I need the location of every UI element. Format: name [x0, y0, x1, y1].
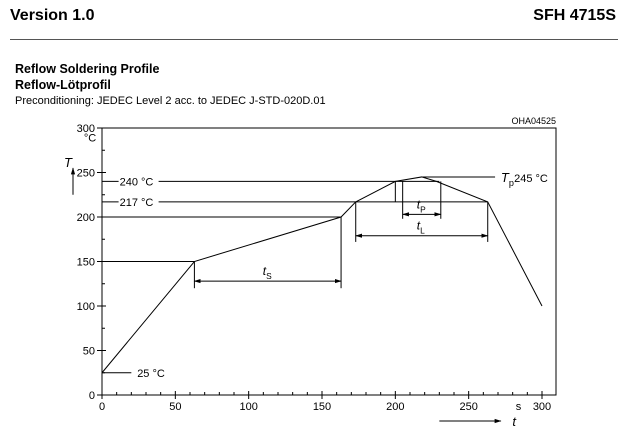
figure-code: OHA04525 — [511, 116, 556, 126]
y-axis-label: T — [64, 155, 72, 171]
interval-label-l: $t_L$ — [416, 218, 425, 236]
y-tick-label: 250 — [76, 167, 95, 180]
document-version: Version 1.0 — [10, 7, 95, 24]
interval-label-s: $t_S$ — [262, 264, 272, 282]
x-tick-label: 150 — [312, 401, 332, 413]
x-tick-label: 200 — [386, 401, 405, 413]
y-tick-label: 200 — [76, 212, 95, 224]
figure-note: Preconditioning: JEDEC Level 2 acc. to JEDEC J-STD-020D.01 — [15, 95, 326, 107]
x-unit-label: s — [515, 401, 522, 413]
y-tick-label: 150 — [76, 256, 95, 269]
x-tick-label: 250 — [459, 401, 478, 413]
figure-title: Reflow Soldering Profile — [15, 62, 160, 76]
x-tick-label: 300 — [532, 401, 552, 413]
profile-line — [102, 177, 542, 373]
x-tick-label: 100 — [239, 401, 258, 413]
x-axis-label: t — [512, 414, 516, 429]
ref-label-240: 240 °C — [119, 176, 154, 189]
y-unit-label: °C — [83, 132, 97, 145]
ref-label-25: 25 °C — [137, 367, 165, 380]
y-tick-label: 50 — [82, 345, 95, 358]
tp-symbol: $T_p$ — [500, 169, 514, 188]
x-tick-label: 0 — [98, 401, 106, 413]
interval-label-p: $t_P$ — [416, 197, 426, 215]
part-number: SFH 4715S — [533, 7, 616, 24]
figure-subtitle: Reflow-Lötprofil — [15, 78, 111, 92]
y-tick-label: 100 — [76, 301, 95, 313]
x-tick-label: 50 — [169, 401, 182, 413]
y-tick-label: 0 — [88, 390, 95, 402]
ref-label-217: 217 °C — [119, 196, 154, 209]
tp-value-label: 245 °C — [514, 172, 548, 185]
y-tick-label: 300 — [76, 123, 95, 135]
